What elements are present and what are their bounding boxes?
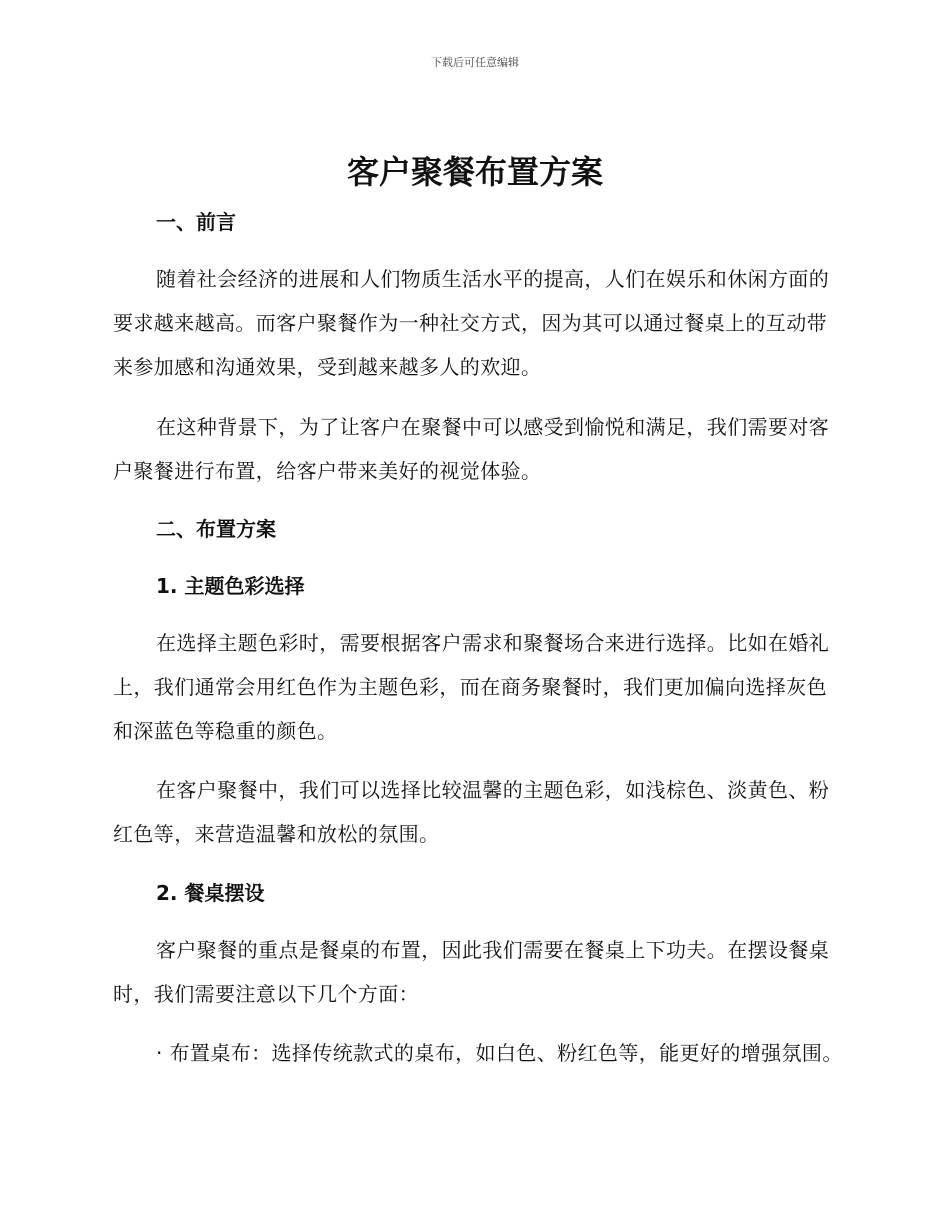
- bullet-item-tablecloth: · 布置桌布：选择传统款式的桌布，如白色、粉红色等，能更好的增强氛围。: [156, 1041, 843, 1065]
- document-title: 客户聚餐布置方案: [346, 153, 603, 191]
- section-heading-intro: 一、前言: [156, 210, 236, 234]
- paragraph-table-1: 客户聚餐的重点是餐桌的布置，因此我们需要在餐桌上下功夫。在摆设餐桌时，我们需要注意以下几个方面：: [113, 938, 830, 1006]
- paragraph-intro-2: 在这种背景下，为了让客户在聚餐中可以感受到愉悦和满足，我们需要对客户聚餐进行布置，给客户带来美好的视觉体验。: [113, 415, 830, 483]
- section-heading-plan: 二、布置方案: [156, 517, 276, 541]
- paragraph-color-1: 在选择主题色彩时，需要根据客户需求和聚餐场合来进行选择。比如在婚礼上，我们通常会用红色作为主题色彩，而在商务聚餐时，我们更加偏向选择灰色和深蓝色等稳重的颜色。: [113, 631, 830, 743]
- header-note: 下载后可任意编辑: [431, 56, 519, 69]
- subsection-heading-color: 1. 主题色彩选择: [156, 574, 305, 598]
- paragraph-intro-1: 随着社会经济的进展和人们物质生活水平的提高，人们在娱乐和休闲方面的要求越来越高。而客户聚餐作为一种社交方式，因为其可以通过餐桌上的互动带来参加感和沟通效果，受到越来越多人的欢迎。: [113, 267, 830, 379]
- subsection-heading-table: 2. 餐桌摆设: [156, 881, 265, 905]
- paragraph-color-2: 在客户聚餐中，我们可以选择比较温馨的主题色彩，如浅棕色、淡黄色、粉红色等，来营造温馨和放松的氛围。: [113, 778, 830, 846]
